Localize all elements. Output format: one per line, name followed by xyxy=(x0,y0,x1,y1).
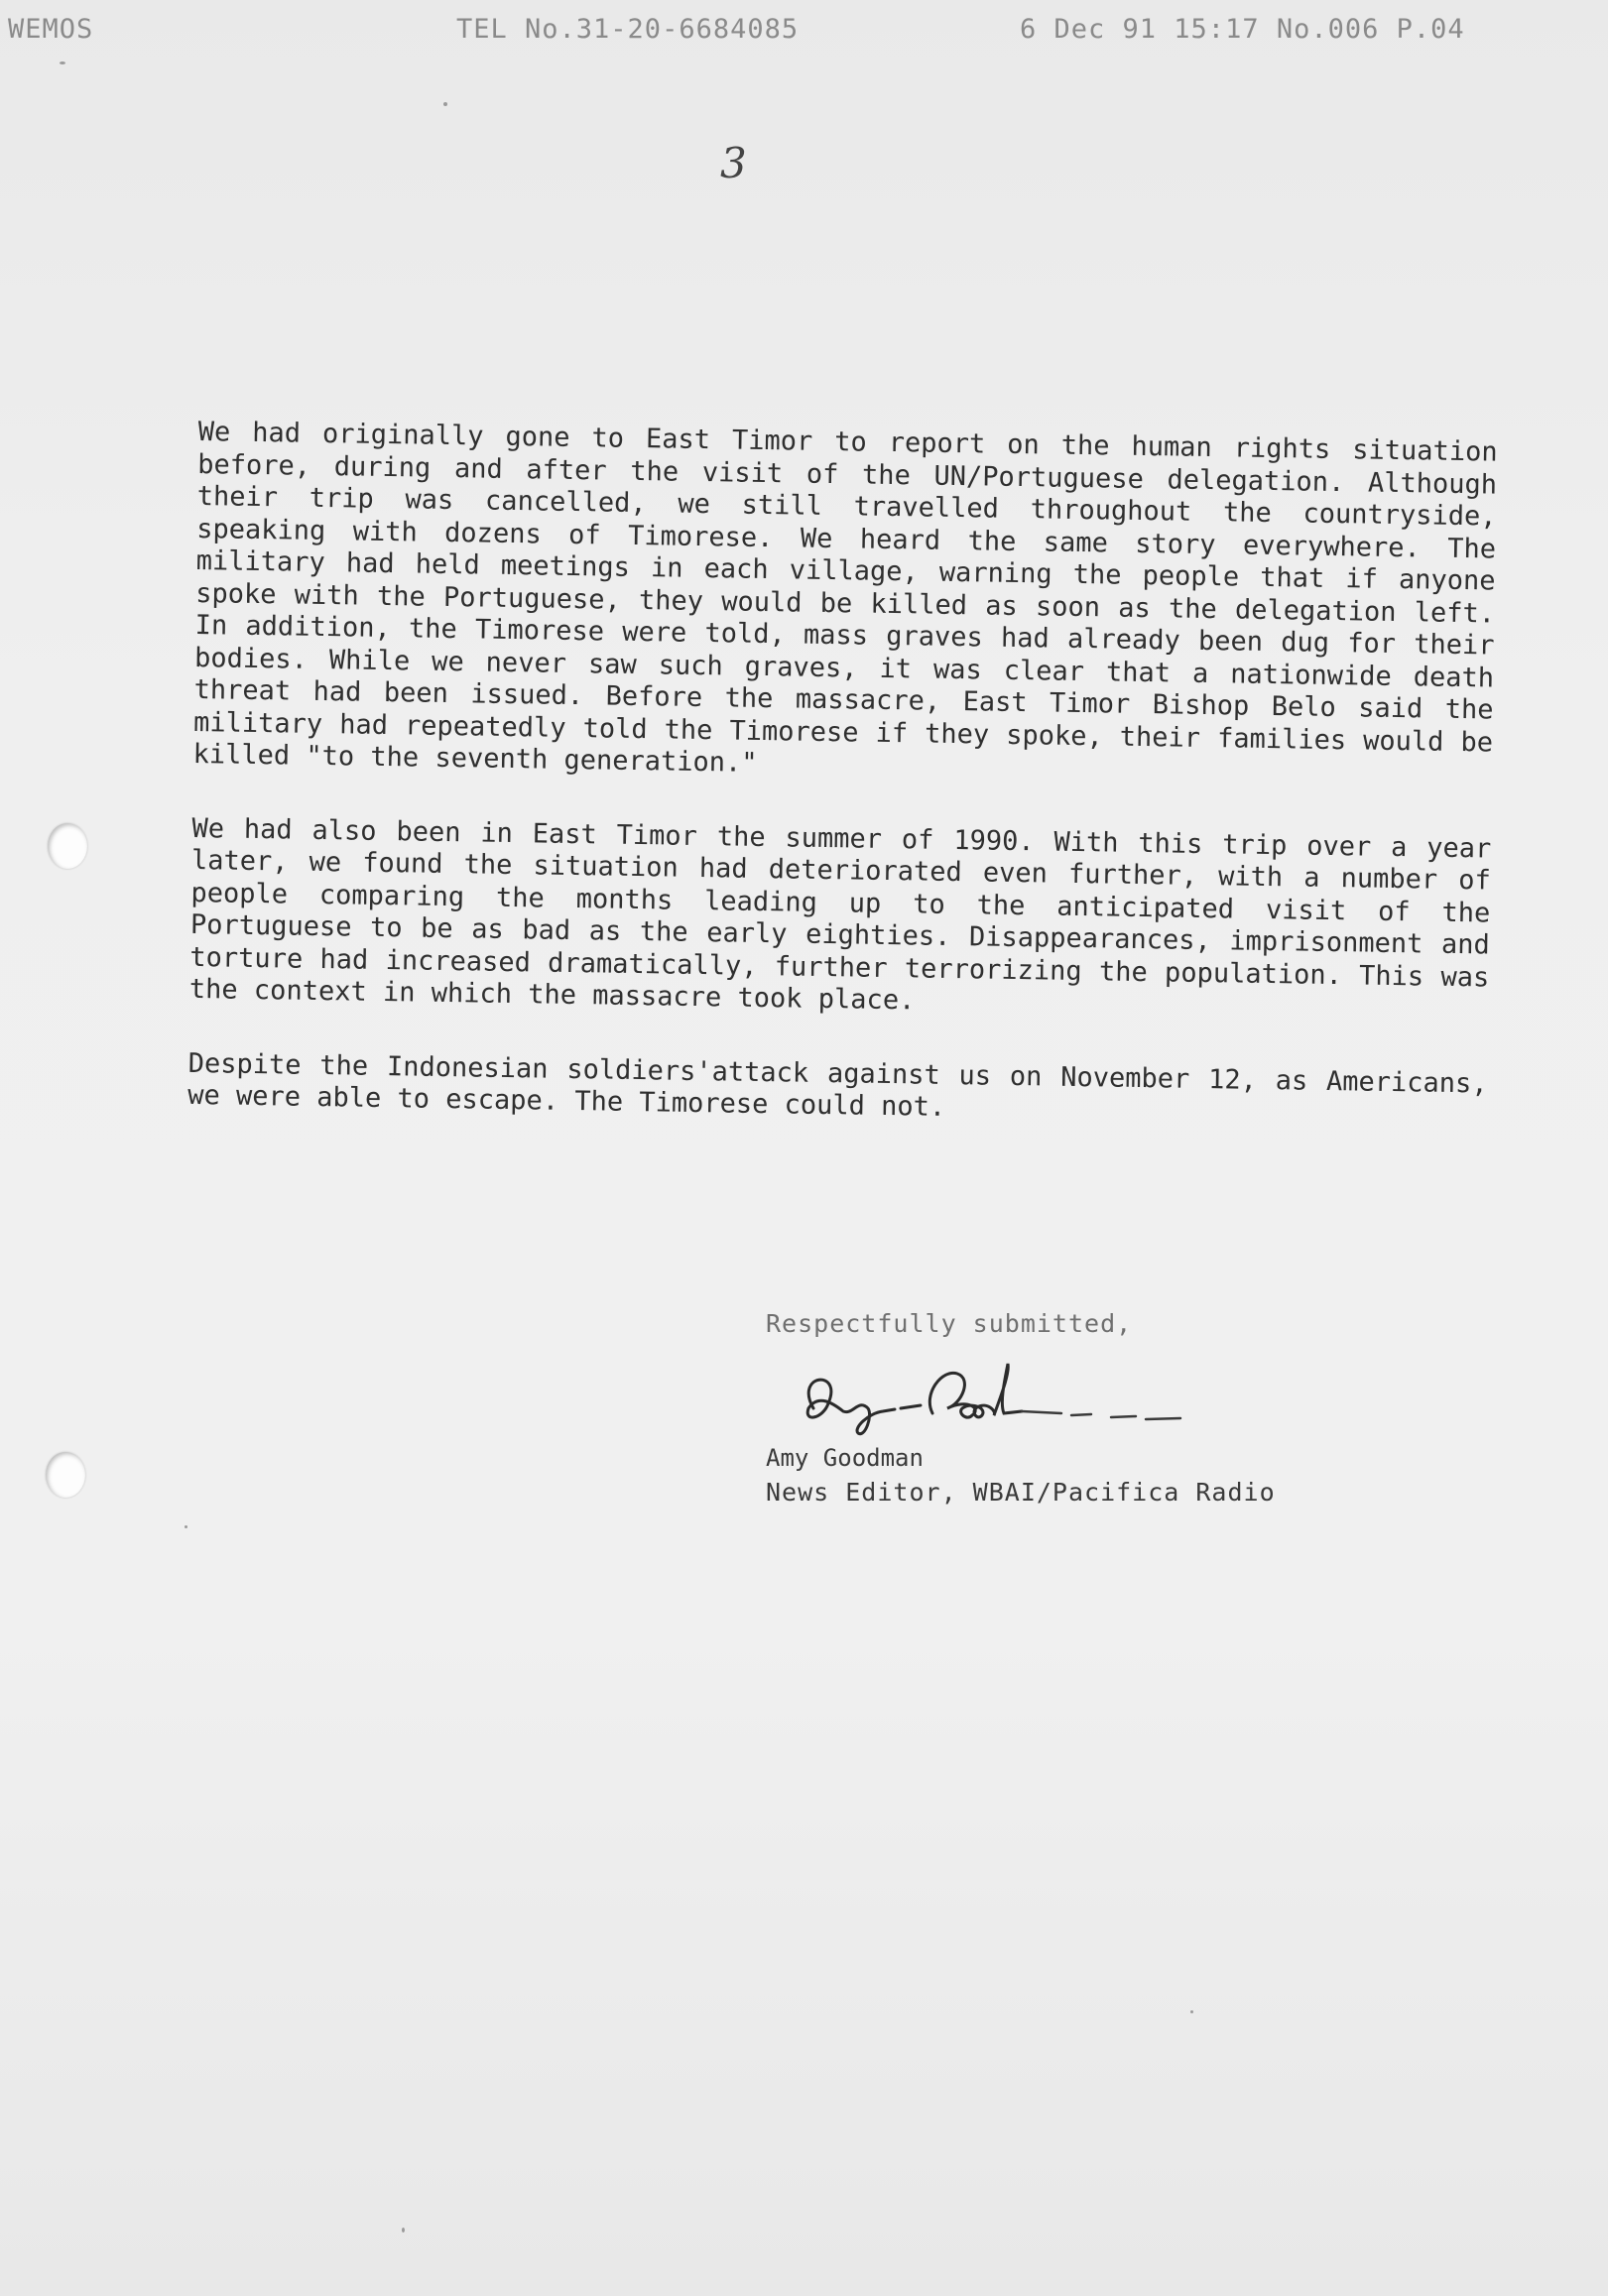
page-number: 3 xyxy=(720,139,747,187)
scan-speck xyxy=(402,2228,405,2233)
punch-hole xyxy=(48,823,87,869)
paragraph-2: We had also been in East Timor the summer of 1990. With this trip over a year later, we found the situation had deteriorated even further, with a number of people comparing the months leading up to the anticipated visit of the Portuguese to be as bad as the early eighties. Disappearances, imprisonment and torture had increased dramatically, further terrorizing the population. This was the context in which the massacre took place. xyxy=(188,812,1492,1017)
scan-speck xyxy=(60,61,65,64)
letter-body xyxy=(186,417,1508,1174)
handwritten-signature xyxy=(774,1354,1309,1443)
fax-sender: WEMOS xyxy=(8,14,94,45)
signer-title: News Editor, WBAI/Pacifica Radio xyxy=(766,1478,1276,1507)
fax-header xyxy=(0,10,1608,50)
signer-name: Amy Goodman xyxy=(766,1444,924,1472)
fax-telephone: TEL No.31-20-6684085 xyxy=(456,14,800,45)
punch-hole xyxy=(46,1452,85,1498)
closing-line: Respectfully submitted, xyxy=(766,1309,1133,1338)
paragraph-1: We had originally gone to East Timor to report on the human rights situation before, during and after the visit of the UN/Portuguese delegation. Although their trip was cancelled, we still travelled throughout the countryside, speaking with dozens of Timorese. We heard the same story everywhere. The military had held meetings in each village, warning the people that if anyone spoke with the Portuguese, they would be killed as soon as the delegation left. In addition, the Timorese were told, mass graves had already been dug for their bodies. While we never saw such graves, it was clear that a nationwide death threat had been issued. Before the massacre, East Timor Bishop Belo said the military had repeatedly told the Timorese if they spoke, their families would be killed "to the seventh generation." xyxy=(192,417,1498,779)
scan-speck xyxy=(1190,2010,1193,2013)
fax-timestamp: 6 Dec 91 15:17 No.006 P.04 xyxy=(1020,14,1465,45)
scan-speck xyxy=(443,102,447,106)
scan-speck xyxy=(185,1525,187,1528)
paragraph-3: Despite the Indonesian soldiers'attack against us on November 12, as Americans, we were able to escape. The Timorese could not. xyxy=(187,1047,1488,1123)
